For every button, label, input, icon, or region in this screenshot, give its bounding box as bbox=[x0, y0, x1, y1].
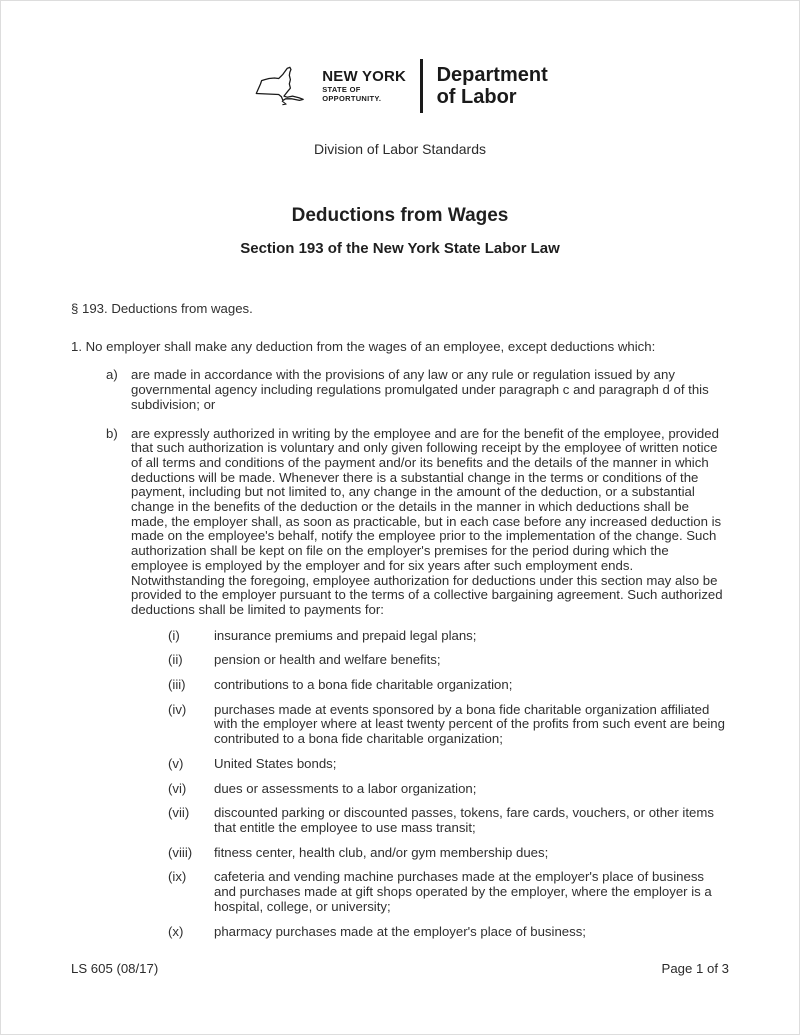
document-subtitle: Section 193 of the New York State Labor Law bbox=[240, 240, 560, 257]
list-item-iii bbox=[71, 678, 729, 693]
list-marker: b) bbox=[106, 425, 118, 441]
statute-section-heading: § 193. Deductions from wages. bbox=[71, 301, 253, 316]
logo-wordmark-line3: OPPORTUNITY. bbox=[322, 94, 382, 103]
list-marker: (viii) bbox=[168, 844, 193, 860]
list-item-text: pharmacy purchases made at the employer's place of business; bbox=[214, 923, 586, 939]
list-item-ii bbox=[71, 653, 729, 668]
list-marker: (vii) bbox=[168, 805, 190, 821]
list-item-iv bbox=[71, 703, 729, 747]
list-marker: (x) bbox=[168, 923, 184, 939]
list-marker: (iii) bbox=[168, 677, 186, 693]
list-item-text: pension or health and welfare benefits; bbox=[214, 652, 441, 668]
logo-wordmark-line2: STATE OF bbox=[322, 85, 361, 94]
document-title: Deductions from Wages bbox=[291, 205, 509, 226]
list-item-vii bbox=[71, 806, 729, 835]
list-marker: (ii) bbox=[168, 652, 183, 668]
page-footer bbox=[71, 961, 729, 976]
logo-wordmark bbox=[322, 69, 406, 103]
list-item-ix bbox=[71, 870, 729, 914]
agency-logo bbox=[1, 57, 799, 115]
intro-paragraph: 1. No employer shall make any deduction from the wages of an employee, except deductions which: bbox=[71, 338, 656, 354]
list-marker: a) bbox=[106, 367, 118, 383]
list-marker: (v) bbox=[168, 755, 184, 771]
logo-department-line2: of Labor bbox=[436, 86, 517, 108]
list-item-text: dues or assessments to a labor organization; bbox=[214, 780, 477, 796]
list-item-text: insurance premiums and prepaid legal plans; bbox=[214, 627, 477, 643]
list-item-text: are made in accordance with the provisions of any law or any rule or regulation issued by any governmental agency including regulations promulgated under paragraph c and paragraph d of this subdivision; or bbox=[131, 367, 709, 412]
list-item-a bbox=[71, 368, 729, 412]
list-item-text: United States bonds; bbox=[214, 755, 337, 771]
new-york-state-outline-icon bbox=[252, 57, 316, 115]
list-marker: (iv) bbox=[168, 701, 187, 717]
list-item-x bbox=[71, 925, 729, 940]
list-item-vi bbox=[71, 782, 729, 797]
list-item-viii bbox=[71, 846, 729, 861]
logo-wordmark-line1: NEW YORK bbox=[322, 68, 407, 85]
list-item-i bbox=[71, 629, 729, 644]
logo-divider bbox=[420, 59, 423, 113]
form-number: LS 605 (08/17) bbox=[71, 961, 159, 976]
list-item-text: fitness center, health club, and/or gym membership dues; bbox=[214, 844, 549, 860]
list-item-text: discounted parking or discounted passes, tokens, fare cards, vouchers, or other items that entitle the employee to use mass transit; bbox=[214, 805, 714, 835]
page-number: Page 1 of 3 bbox=[661, 961, 729, 976]
list-item-b bbox=[71, 427, 729, 618]
list-marker: (ix) bbox=[168, 869, 187, 885]
list-item-text: are expressly authorized in writing by the employee and are for the benefit of the employee, provided that such authorization is voluntary and only given following receipt by the employee of written notice of all terms and conditions of the payment and/or its benefits and the details of the manner in which deductions will be made. Whenever there is a substantial change in the terms or conditions of the payment, including but not limited to, any change in the amount of the deduction, or a substantial change in the benefits of the deduction or the details in the manner in which deductions shall be made, the employer shall, as soon as practicable, but in each case before any increased deduction is made on the employee's behalf, notify the employee prior to the implementation of the change. Such authorization shall be kept on file on the employer's premises for the period during which the employee is employed by the employer and for six years after such employment ends. Notwithstanding the foregoing, employee authorization for deductions under this section may also be provided to the employer pursuant to the terms of a collective bargaining agreement. Such authorized deductions shall be limited to payments for: bbox=[131, 425, 723, 617]
list-item-text: cafeteria and vending machine purchases made at the employer's place of business and purchases made at gift shops operated by the employer, where the employer is a hospital, college, or university; bbox=[214, 869, 712, 914]
list-item-v bbox=[71, 757, 729, 772]
document-body bbox=[71, 302, 729, 939]
list-item-text: contributions to a bona fide charitable organization; bbox=[214, 677, 513, 693]
list-marker: (vi) bbox=[168, 780, 187, 796]
division-name: Division of Labor Standards bbox=[314, 141, 486, 157]
list-item-text: purchases made at events sponsored by a bona fide charitable organization affiliated with the employer where at least twenty percent of the profits from such event are being contributed to a bona fide charitable organization; bbox=[214, 701, 725, 747]
logo-department-name bbox=[437, 64, 548, 108]
roman-numeral-list bbox=[71, 629, 729, 940]
list-marker: (i) bbox=[168, 627, 180, 643]
logo-department-line1: Department bbox=[436, 64, 548, 86]
